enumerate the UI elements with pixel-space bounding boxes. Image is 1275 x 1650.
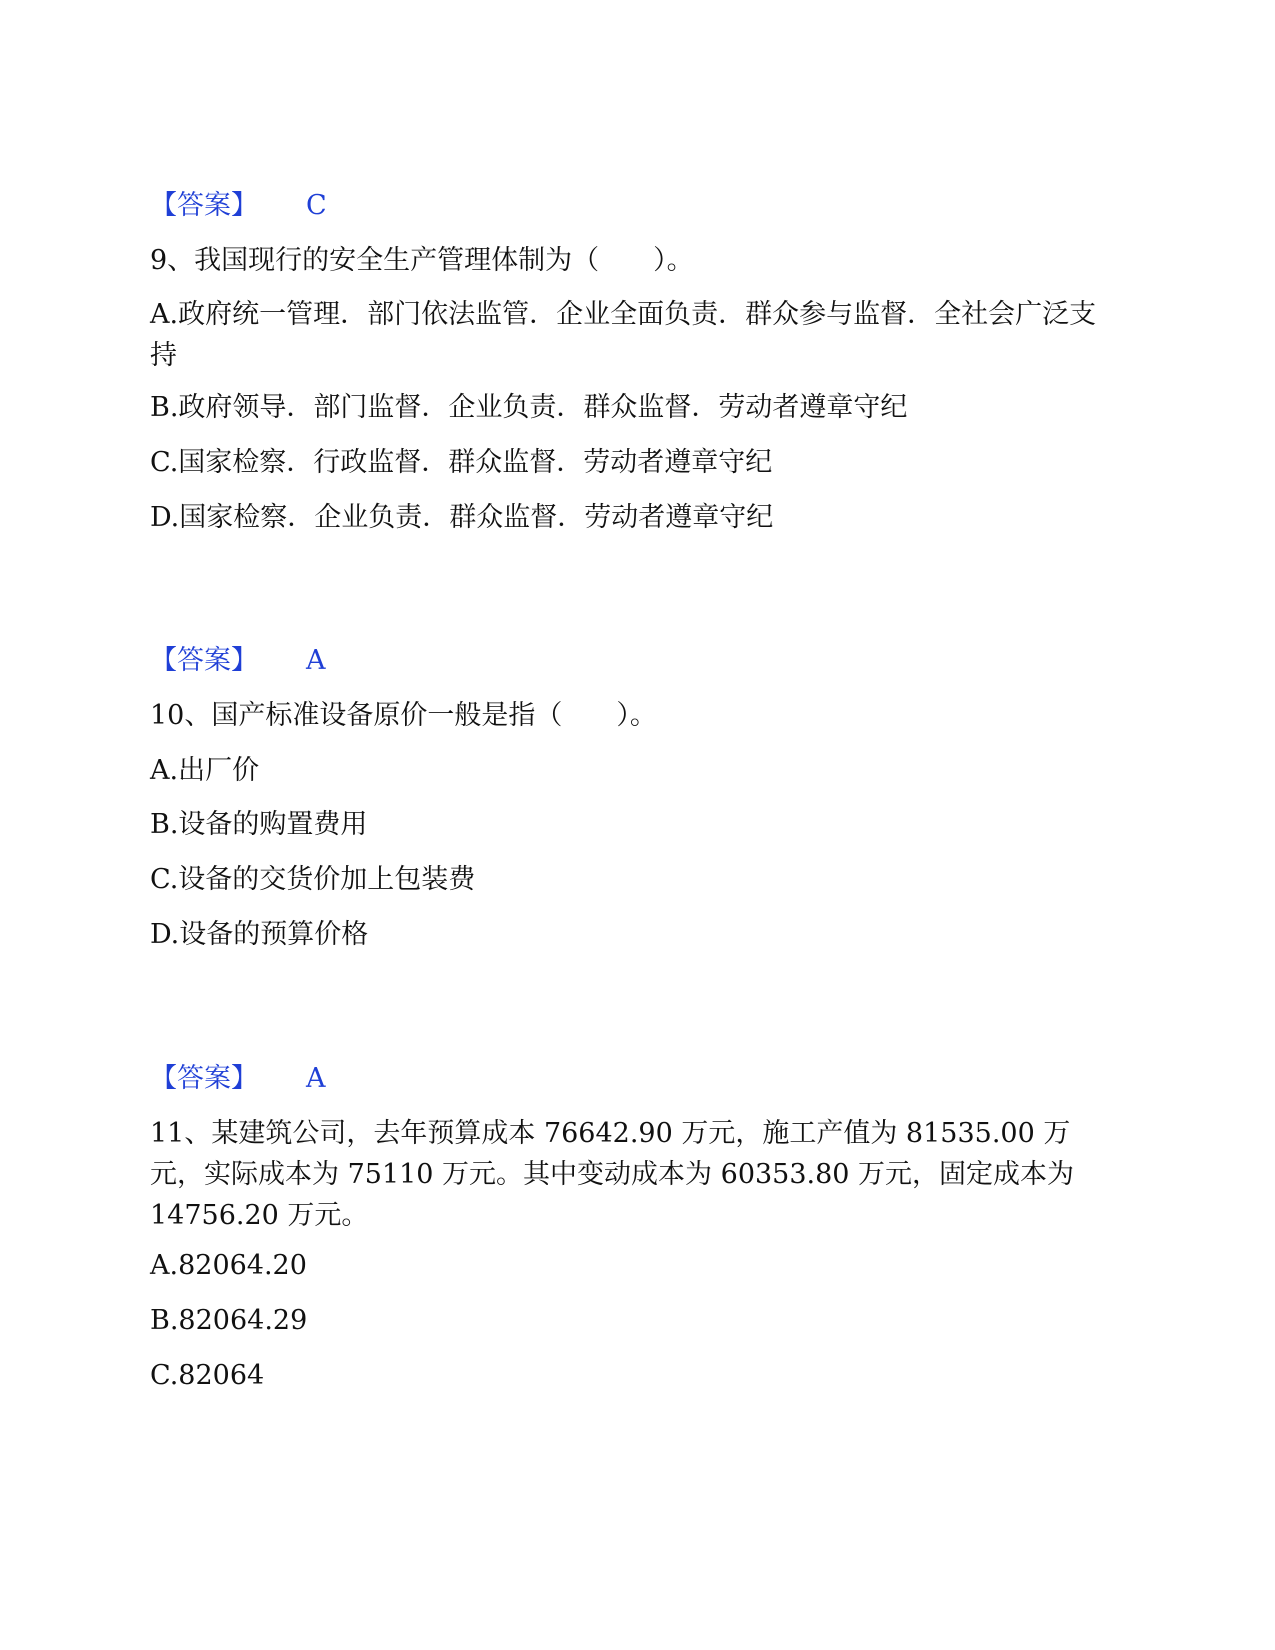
answer-line-8	[150, 186, 327, 226]
question-9-option-c: C.国家检察．行政监督．群众监督．劳动者遵章守纪	[150, 447, 773, 478]
answer-line-10	[150, 1059, 326, 1099]
question-10-option-c: C.设备的交货价加上包装费	[150, 864, 476, 895]
question-11-option-c: C.82064	[150, 1360, 265, 1391]
answer-label: 【答案】	[150, 645, 258, 676]
question-11: 11、某建筑公司，去年预算成本 76642.90 万元，施工产值为 81535.00 万元，实际成本为 75110 万元。其中变动成本为 60353.80 万元，固定成本为 14756.20 万元。	[150, 1118, 1075, 1231]
answer-label: 【答案】	[150, 190, 258, 221]
question-9: 9、我国现行的安全生产管理体制为（ ）。	[150, 245, 694, 276]
answer-value: A	[306, 645, 326, 676]
question-9-option-a: A.政府统一管理．部门依法监管．企业全面负责．群众参与监督．全社会广泛支持	[150, 299, 1097, 371]
question-10-option-a: A.出厂价	[150, 755, 260, 786]
question-9-option-b: B.政府领导．部门监督．企业负责．群众监督．劳动者遵章守纪	[150, 392, 908, 423]
question-11-option-a: A.82064.20	[150, 1250, 307, 1281]
question-10-option-b: B.设备的购置费用	[150, 809, 368, 840]
answer-value: C	[306, 190, 327, 221]
answer-value: A	[306, 1063, 326, 1094]
question-11-option-b: B.82064.29	[150, 1305, 308, 1336]
answer-line-9	[150, 641, 326, 681]
answer-label: 【答案】	[150, 1063, 258, 1094]
question-9-option-d: D.国家检察．企业负责．群众监督．劳动者遵章守纪	[150, 502, 774, 533]
question-10: 10、国产标准设备原价一般是指（ ）。	[150, 700, 657, 731]
question-10-option-d: D.设备的预算价格	[150, 919, 369, 950]
